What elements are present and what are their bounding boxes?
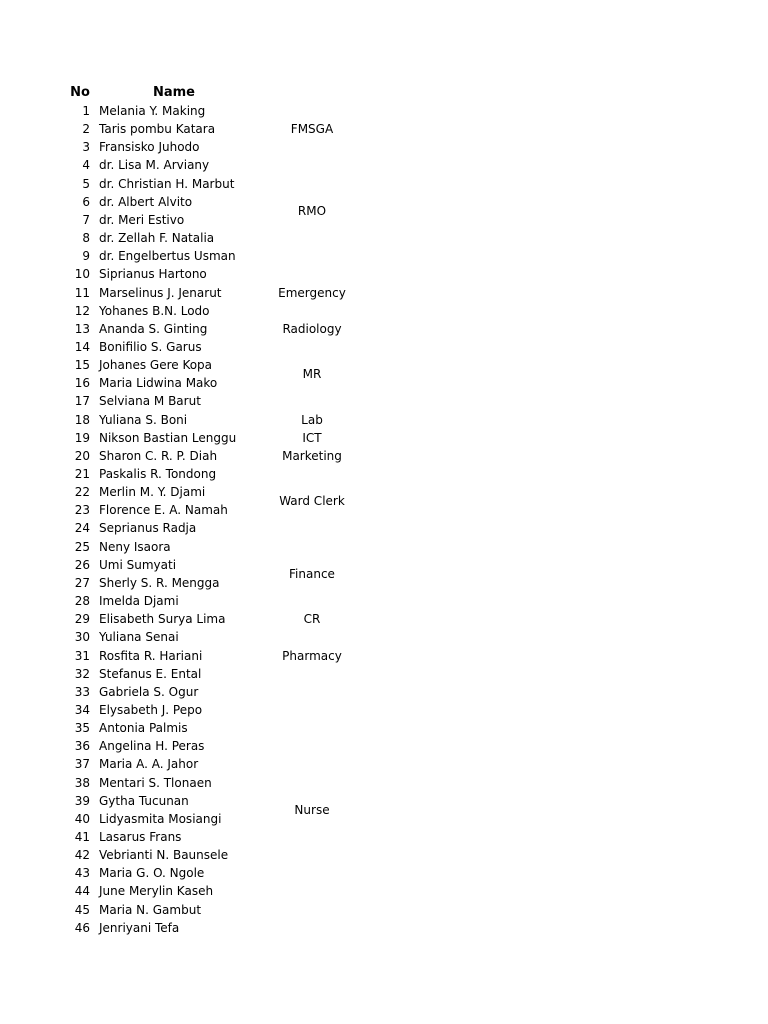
row-number: 16 <box>74 376 90 391</box>
department-label: Finance <box>289 566 335 581</box>
staff-name: Ananda S. Ginting <box>99 321 208 336</box>
staff-name: Melania Y. Making <box>99 104 206 118</box>
row-number: 9 <box>82 249 90 264</box>
row-number: 30 <box>74 630 90 645</box>
staff-name: Siprianus Hartono <box>99 267 207 282</box>
row-number: 8 <box>82 231 90 246</box>
row-number: 4 <box>82 158 90 173</box>
row-number: 44 <box>74 884 90 899</box>
row-number: 29 <box>74 612 90 627</box>
column-header-no: No <box>70 85 90 100</box>
row-number: 17 <box>74 394 90 409</box>
staff-name: Sherly S. R. Mengga <box>99 575 220 590</box>
column-header-name: Name <box>152 85 195 100</box>
staff-name: Paskalis R. Tondong <box>99 467 217 481</box>
row-number: 45 <box>74 902 90 917</box>
row-number: 42 <box>74 848 90 863</box>
row-number: 10 <box>74 267 90 282</box>
row-number: 33 <box>74 684 90 699</box>
staff-name: Maria A. A. Jahor <box>99 757 199 772</box>
row-number: 46 <box>74 920 90 935</box>
staff-name: Mentari S. Tlonaen <box>99 775 212 790</box>
department-label: Pharmacy <box>282 648 342 663</box>
staff-name: Antonia Palmis <box>99 721 188 736</box>
department-label: Marketing <box>282 448 342 463</box>
row-number: 19 <box>74 430 90 445</box>
department-label: Lab <box>301 412 323 427</box>
staff-name: Elisabeth Surya Lima <box>99 612 226 627</box>
staff-name: Nikson Bastian Lenggu <box>99 430 237 445</box>
row-number: 37 <box>74 757 90 772</box>
staff-name: Rosfita R. Hariani <box>99 648 203 663</box>
row-number: 27 <box>74 575 90 590</box>
staff-name: dr. Lisa M. Arviany <box>99 158 210 173</box>
department-label: CR <box>303 612 321 627</box>
staff-name: Florence E. A. Namah <box>99 503 228 518</box>
staff-name: Neny Isaora <box>99 539 171 554</box>
staff-name: Yohanes B.N. Lodo <box>99 303 210 318</box>
staff-name: dr. Zellah F. Natalia <box>99 231 215 246</box>
row-number: 23 <box>74 503 90 518</box>
staff-name: Maria Lidwina Mako <box>99 376 218 391</box>
row-number: 41 <box>74 830 90 844</box>
department-label: Emergency <box>278 285 346 300</box>
staff-name: Maria G. O. Ngole <box>99 866 205 881</box>
staff-name: Yuliana S. Boni <box>99 412 188 427</box>
row-number: 35 <box>74 721 90 736</box>
row-number: 5 <box>82 176 90 191</box>
department-label: RMO <box>297 203 327 218</box>
row-number: 24 <box>74 521 90 536</box>
staff-name: Sharon C. R. P. Diah <box>99 448 218 463</box>
row-number: 43 <box>74 866 90 881</box>
staff-name: Johanes Gere Kopa <box>99 358 213 373</box>
row-number: 1 <box>82 104 90 118</box>
staff-name: Lasarus Frans <box>99 830 182 844</box>
row-number: 39 <box>74 793 90 808</box>
staff-name: Angelina H. Peras <box>99 739 205 754</box>
staff-name: dr. Meri Estivo <box>99 212 185 227</box>
department-label: ICT <box>302 430 322 445</box>
staff-name: Gytha Tucunan <box>99 793 189 808</box>
staff-name: Taris pombu Katara <box>99 122 216 137</box>
staff-name: Stefanus E. Ental <box>99 666 202 681</box>
row-number: 28 <box>74 594 90 609</box>
staff-name: Selviana M Barut <box>99 394 201 409</box>
staff-name: Fransisko Juhodo <box>99 140 200 155</box>
staff-name: Yuliana Senai <box>99 630 179 645</box>
row-number: 40 <box>74 811 90 826</box>
department-label: Radiology <box>282 321 342 336</box>
staff-name: dr. Christian H. Marbut <box>99 176 235 191</box>
staff-name: Vebrianti N. Baunsele <box>99 848 229 863</box>
row-number: 36 <box>74 739 90 754</box>
department-label: Nurse <box>294 802 330 817</box>
row-number: 3 <box>82 140 90 155</box>
staff-name: Marselinus J. Jenarut <box>99 285 222 300</box>
department-label: FMSGA <box>290 122 334 137</box>
department-label: MR <box>302 367 322 382</box>
row-number: 12 <box>74 303 90 318</box>
staff-name: dr. Albert Alvito <box>99 194 193 209</box>
row-number: 14 <box>74 339 90 354</box>
row-number: 18 <box>74 412 90 427</box>
staff-name: Umi Sumyati <box>99 557 177 572</box>
staff-name: Bonifilio S. Garus <box>99 339 202 354</box>
row-number: 13 <box>74 321 90 336</box>
row-number: 38 <box>74 775 90 790</box>
row-number: 34 <box>74 702 90 717</box>
row-number: 11 <box>74 285 90 300</box>
row-number: 2 <box>82 122 90 137</box>
row-number: 32 <box>74 666 90 681</box>
staff-name: Imelda Djami <box>99 594 179 609</box>
row-number: 26 <box>74 557 90 572</box>
row-number: 22 <box>74 485 90 500</box>
staff-name: Seprianus Radja <box>99 521 197 536</box>
row-number: 31 <box>74 648 90 663</box>
staff-name: June Merylin Kaseh <box>99 884 214 899</box>
row-number: 7 <box>82 212 90 227</box>
row-number: 6 <box>82 194 90 209</box>
row-number: 15 <box>74 358 90 373</box>
staff-name: Gabriela S. Ogur <box>99 684 199 699</box>
staff-name: Merlin M. Y. Djami <box>99 485 206 500</box>
staff-name: Elysabeth J. Pepo <box>99 702 203 717</box>
staff-name: Maria N. Gambut <box>99 902 202 917</box>
staff-name: dr. Engelbertus Usman <box>99 249 236 264</box>
department-label: Ward Clerk <box>279 494 345 509</box>
row-number: 21 <box>74 467 90 481</box>
row-number: 25 <box>74 539 90 554</box>
staff-name: Jenriyani Tefa <box>99 920 180 935</box>
staff-name: Lidyasmita Mosiangi <box>99 811 222 826</box>
row-number: 20 <box>74 448 90 463</box>
